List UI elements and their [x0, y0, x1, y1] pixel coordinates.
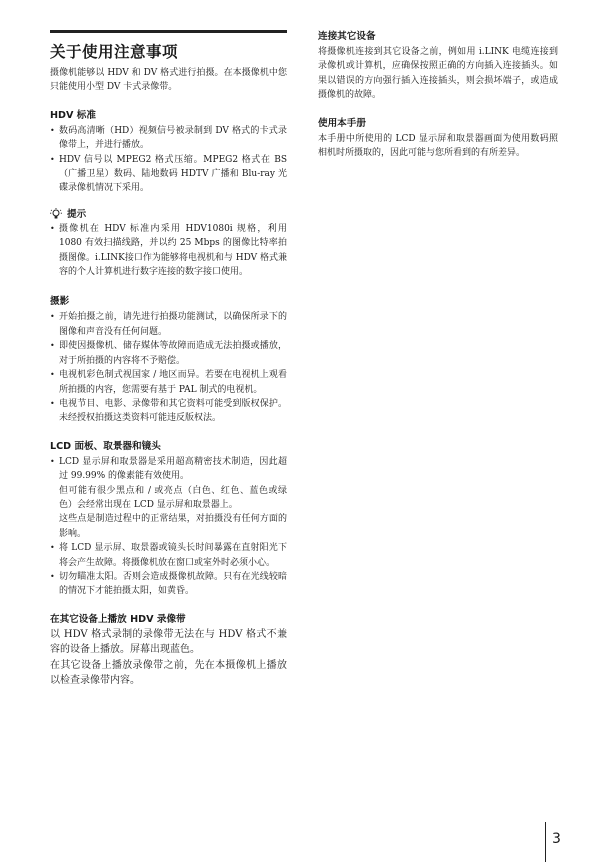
page-number-rule [545, 822, 546, 862]
title-rule [50, 30, 287, 33]
shooting-list [50, 310, 287, 425]
connect-heading: 连接其它设备 [318, 31, 376, 42]
page-number: 3 [552, 831, 561, 847]
list-item-paragraph: 但可能有很少黑点和 / 或亮点（白色、红色、蓝色或绿色）会经常出现在 LCD 显示屏和取景器上。 [59, 485, 287, 510]
tips-label: 提示 [67, 208, 87, 220]
manual-paragraph: 本手册中所使用的 LCD 显示屏和取景器画面为使用数码照相机时所摄取的，因此可能与您所看到的有所差异。 [318, 133, 558, 159]
tips-heading [50, 208, 287, 221]
list-item: • 切勿瞄准太阳。否则会造成摄像机故障。只有在光线较暗的情况下才能拍摄太阳，如黄昏。 [50, 570, 287, 599]
lcd-heading: LCD 面板、取景器和镜头 [50, 440, 161, 452]
connect-paragraph: 将摄像机连接到其它设备之前，例如用 i.LINK 电缆连接到录像机或计算机，应确保按照正确的方向插入连接插头。如果以错误的方向强行插入连接插头，则会损坏端子，或造成摄像机的故障。 [318, 47, 558, 101]
shooting-heading: 摄影 [50, 296, 70, 308]
list-item: • 将 LCD 显示屏、取景器或镜头长时间暴露在直射阳光下将会产生故障。将摄像机放在窗口或室外时必须小心。 [50, 541, 287, 570]
list-item [50, 455, 287, 541]
lightbulb-icon [50, 208, 62, 220]
hdv-list [50, 124, 287, 196]
playback-heading: 在其它设备上播放 HDV 录像带 [50, 613, 186, 625]
list-item: • 数码高清晰（HD）视频信号被录制到 DV 格式的卡式录像带上，并进行播放。 [50, 124, 287, 153]
lcd-list [50, 455, 287, 599]
playback-paragraph: 以 HDV 格式录制的录像带无法在与 HDV 格式不兼容的设备上播放。屏幕出现蓝色。 [50, 628, 287, 656]
tips-list [50, 222, 287, 280]
left-column [50, 30, 287, 689]
list-item: • 电视机彩色制式视国家 / 地区而异。若要在电视机上观看所拍摄的内容，您需要有基于 PAL 制式的电视机。 [50, 368, 287, 397]
playback-paragraph: 在其它设备上播放录像带之前，先在本摄像机上播放以检查录像带内容。 [50, 659, 287, 687]
list-item: • 摄像机在 HDV 标准内采用 HDV1080i 规格，利用 1080 有效扫描线路，并以约 25 Mbps 的图像比特率拍摄图像。i.LINK接口作为能够将电视机和与 HDV 格式兼容的个人计算机进行数字连接的数字接口使用。 [50, 222, 287, 280]
page-title: 关于使用注意事项 [50, 43, 179, 61]
hdv-heading: HDV 标准 [50, 109, 96, 121]
list-item-paragraph: • LCD 显示屏和取景器是采用超高精密技术制造，因此超过 99.99% 的像素能有效使用。 [59, 456, 287, 482]
list-item: • 电视节目、电影、录像带和其它资料可能受到版权保护。未经授权拍摄这类资料可能违反版权法。 [50, 397, 287, 426]
intro-paragraph: 摄像机能够以 HDV 和 DV 格式进行拍摄。在本摄像机中您只能使用小型 DV 卡式录像带。 [50, 68, 287, 93]
list-item: • 即使因摄像机、储存媒体等故障而造成无法拍摄或播放，对于所拍摄的内容将不予赔偿。 [50, 339, 287, 368]
manual-heading: 使用本手册 [318, 117, 366, 129]
list-item-paragraph: 这些点是制造过程中的正常结果，对拍摄没有任何方面的影响。 [59, 514, 287, 539]
list-item: • 开始拍摄之前，请先进行拍摄功能测试，以确保所录下的图像和声音没有任何问题。 [50, 310, 287, 339]
list-item: • HDV 信号以 MPEG2 格式压缩。MPEG2 格式在 BS（广播卫星）数码、陆地数码 HDTV 广播和 Blu-ray 光碟录像机情况下采用。 [50, 153, 287, 196]
right-column [318, 30, 558, 160]
